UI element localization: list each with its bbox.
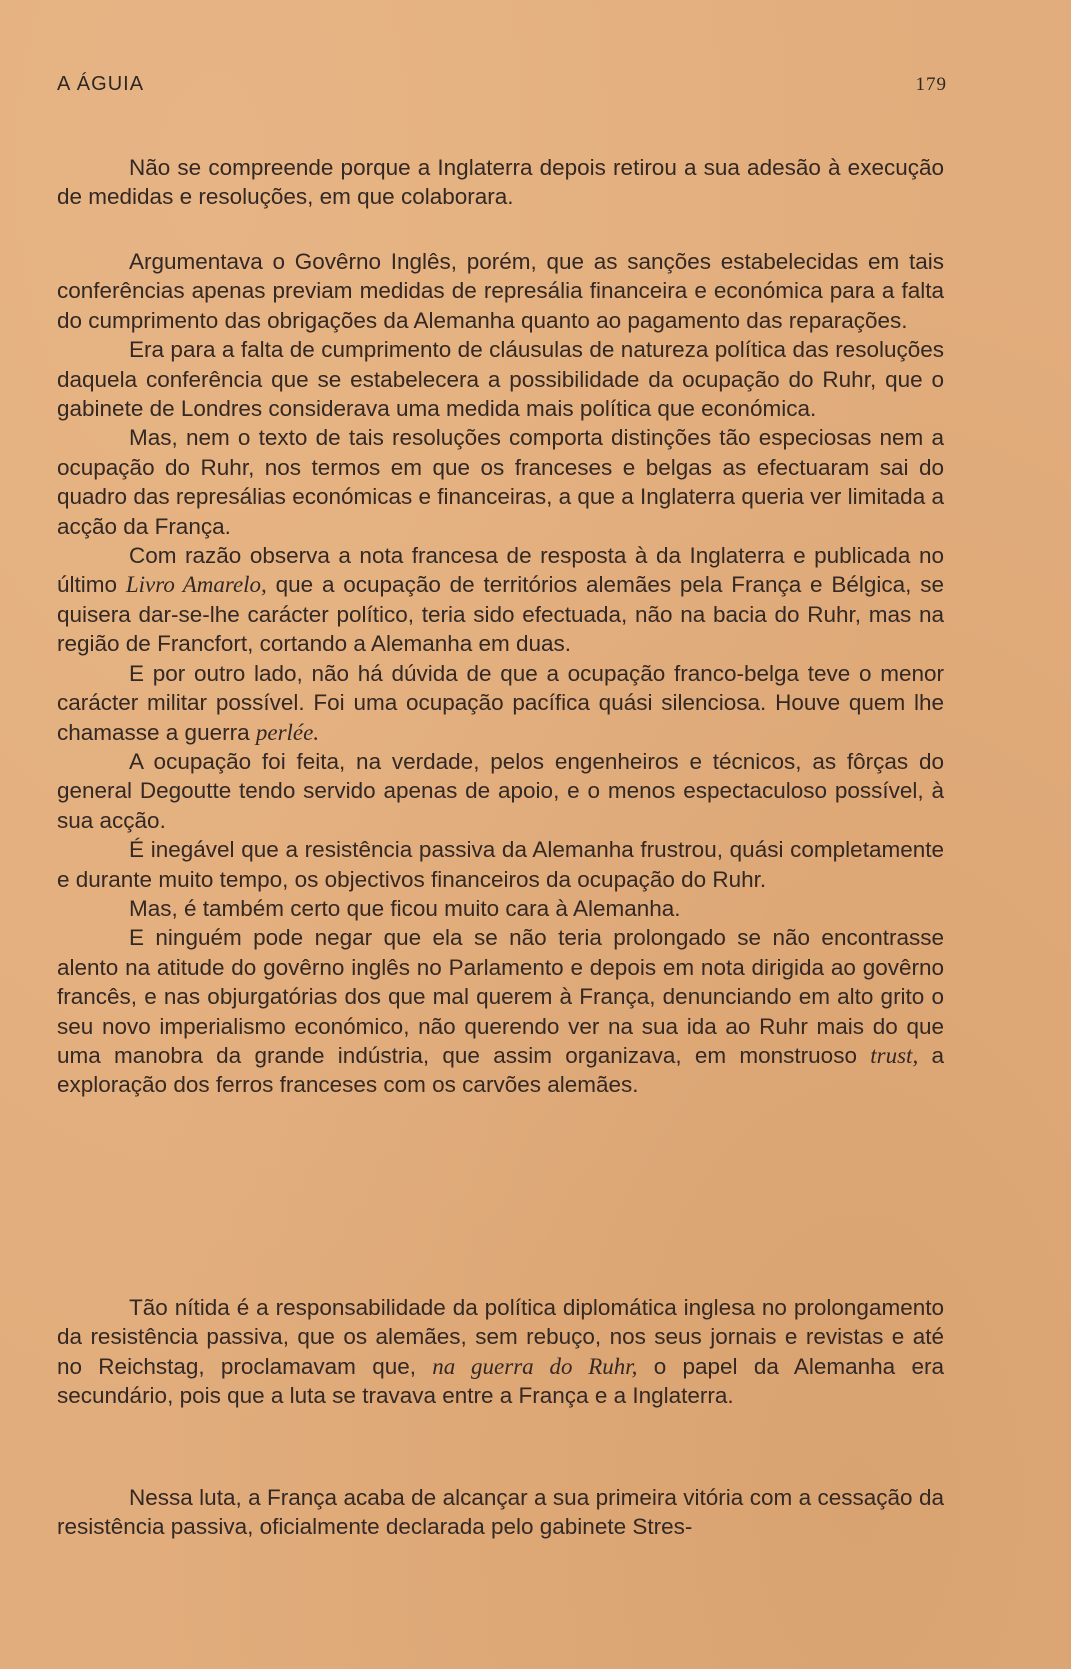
paragraph-10 [57,923,944,1099]
paragraph-10-italic: trust, [870,1042,919,1068]
paragraph-3: Era para a falta de cumprimento de cláusulas de natureza política das resoluções daquela conferência que se estabelecera a possibilidade da ocupação do Ruhr, que o gabinete de Londres considerava uma medida mais política que económica. [57,337,944,422]
paragraph-8: É inegável que a resistência passiva da Alemanha frustrou, quási completamente e durante muito tempo, os objectivos financeiros da ocupação do Ruhr. [57,837,944,892]
paragraph-11-text-b: o papel da Alemanha era secundário, pois que a luta se travava entre a França e a Inglaterra. [57,1353,944,1409]
paragraph-11-italic: na guerra do Ruhr, [432,1353,638,1379]
paragraph-10-text-b: a exploração dos ferros franceses com os carvões alemães. [57,1042,945,1098]
paragraph-10-text-a: E ninguém pode negar que ela se não teria prolongado se não encontrasse alento na atitude do govêrno inglês no Parlamento e depois em nota dirigida ao govêrno francês, e nas objurgatórias dos que mal querem à França, denunciando em alto grito o seu novo imperialismo económico, não querendo ver na sua ida ao Ruhr mais do que uma manobra da grande indústria, que assim organizava, em monstruoso [57,925,944,1068]
paragraph-11 [57,1293,944,1411]
paragraph-6-text-a: E por outro lado, não há dúvida de que a ocupação franco-belga teve o menor carácter militar possível. Foi uma ocupação pacífica quási silenciosa. Houve quem lhe chamasse a guerra [57,660,944,745]
paragraph-5-text-a: Com razão observa a nota francesa de resposta à da Inglaterra e publicada no último [57,543,944,598]
page-number: 179 [915,74,947,95]
journal-title: A ÁGUIA [57,73,145,95]
paragraph-11-text-a: Tão nítida é a responsabilidade da política diplomática inglesa no prolongamento da resistência passiva, que os alemães, sem rebuço, nos seus jornais e revistas e até no Reichstag, proclamavam que, [57,1295,944,1379]
paragraph-12: Nessa luta, a França acaba de alcançar a sua primeira vitória com a cessação da resistência passiva, oficialmente declarada pelo gabinete Stres- [57,1485,944,1540]
running-head [57,68,947,96]
text-block-3 [57,1293,944,1411]
paragraph-6 [57,659,944,747]
paragraph-2: Argumentava o Govêrno Inglês, porém, que as sanções estabelecidas em tais conferências apenas previam medidas de represália financeira e económica para a falta do cumprimento das obrigações da Alemanha quanto ao pagamento das reparações. [57,249,944,333]
paragraph-1: Não se compreende porque a Inglaterra depois retirou a sua adesão à execução de medidas e resoluções, em que colaborara. [57,155,944,210]
text-block-1 [57,153,944,212]
paragraph-5-text-b: que a ocupação de territórios alemães pela França e Bélgica, se quisera dar-se-lhe carácter político, teria sido efectuada, não na bacia do Ruhr, mas na região de Francfort, cortando a Alemanha em duas. [57,572,944,657]
paragraph-5 [57,541,944,659]
paragraph-7: A ocupação foi feita, na verdade, pelos engenheiros e técnicos, as fôrças do general Degoutte tendo servido apenas de apoio, e o menos espectaculoso possível, à sua acção. [57,748,944,833]
text-block-4 [57,1483,944,1542]
paragraph-5-italic: Livro Amarelo, [125,572,267,598]
paragraph-6-italic: perlée. [255,719,320,745]
text-block-2 [57,247,944,1100]
paragraph-4: Mas, nem o texto de tais resoluções comporta distinções tão especiosas nem a ocupação do Ruhr, nos termos em que os franceses e belgas as efectuaram sai do quadro das represálias económicas e financeiras, a que a Inglaterra queria ver limitada a acção da França. [57,425,944,539]
paragraph-9: Mas, é também certo que ficou muito cara à Alemanha. [129,895,681,921]
